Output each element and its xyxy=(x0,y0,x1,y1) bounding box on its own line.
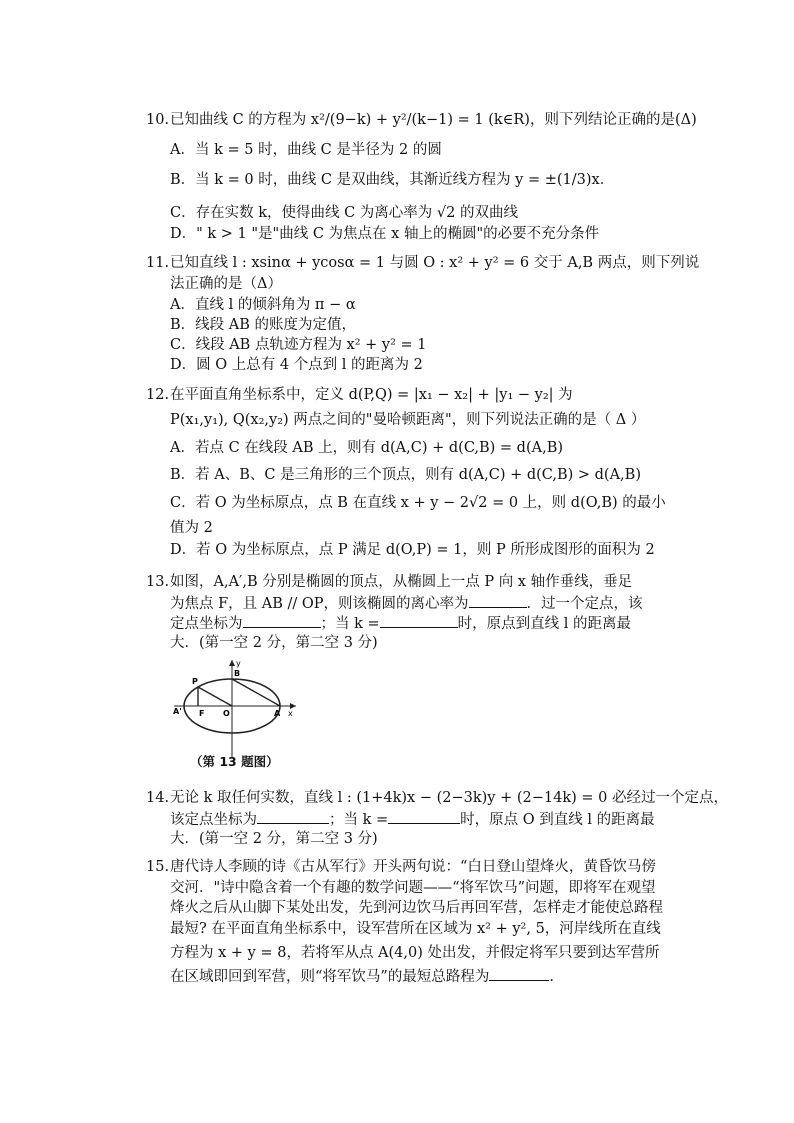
q15-line4: 最短? 在平面直角坐标系中，设军营所在区域为 x² + y², 5，河岸线所在直线 xyxy=(170,921,661,937)
q13-line2-text-b: ．过一个定点，该 xyxy=(526,596,643,612)
label-b: B xyxy=(234,669,241,678)
q12-stem-line1: 在平面直角坐标系中，定义 d(P,Q) = |x₁ − x₂| + |y₁ − y₂| 为 xyxy=(170,387,573,403)
q11-stem-line1: 已知直线 l : xsinα + ycosα = 1 与圆 O : x² + y² = 6 交于 A,B 两点，则下列说 xyxy=(170,255,700,271)
q10-number: 10. xyxy=(146,112,170,128)
q13-line2-text-a: 为焦点 F，且 AB // OP，则该椭圆的离心率为 xyxy=(170,596,469,612)
q13-line2 xyxy=(170,593,643,614)
q11-number: 11. xyxy=(146,255,170,271)
q13-line3-text-c: 时，原点到直线 l 的距离最 xyxy=(457,616,632,632)
q13-line3-text-b: ；当 k = xyxy=(320,616,380,632)
q15-blank-shortest-path[interactable] xyxy=(489,966,549,981)
q15-line6-text-b: . xyxy=(549,969,554,985)
segment-po xyxy=(198,687,232,706)
q14-line2-text-a: 该定点坐标为 xyxy=(170,812,257,828)
q14-number: 14. xyxy=(146,790,170,806)
q14-blank-point[interactable] xyxy=(257,809,329,824)
y-axis-arrow xyxy=(229,660,235,666)
q15-line3: 烽火之后从山脚下某处出发，先到河边饮马后再回军营，怎样走才能使总路程 xyxy=(170,900,663,916)
q13-blank-point[interactable] xyxy=(243,613,321,628)
q11-option-c: C．线段 AB 点轨迹方程为 x² + y² = 1 xyxy=(170,337,427,353)
q12-option-c-line1: C．若 O 为坐标原点，点 B 在直线 x + y − 2√2 = 0 上，则 d(O,B) 的最小 xyxy=(170,495,666,511)
label-p: P xyxy=(192,677,198,686)
q10-stem: 已知曲线 C 的方程为 x²/(9−k) + y²/(k−1) = 1 (k∈R)，则下列结论正确的是(Δ) xyxy=(170,112,697,128)
q11-option-a: A．直线 l 的倾斜角为 π − α xyxy=(170,297,356,313)
q12-number: 12. xyxy=(146,387,170,403)
q13-line3 xyxy=(170,613,631,634)
q13-line1: 如图，A,A′,B 分别是椭圆的顶点，从椭圆上一点 P 向 x 轴作垂线，垂足 xyxy=(170,574,633,590)
q11-stem-line2: 法正确的是（Δ） xyxy=(170,276,282,292)
q10-option-b: B．当 k = 0 时，曲线 C 是双曲线，其渐近线方程为 y = ±(1/3)x． xyxy=(170,172,615,188)
q14-line2-text-b: ；当 k = xyxy=(329,812,389,828)
q12-option-c-line2: 值为 2 xyxy=(170,520,213,536)
q12-stem-line2: P(x₁,y₁), Q(x₂,y₂) 两点之间的"曼哈顿距离"，则下列说法正确的是（ Δ ） xyxy=(170,412,646,428)
q13-figure-caption: （第 13 题图） xyxy=(190,754,279,769)
q15-line2: 交河．"诗中隐含着一个有趣的数学问题——“将军饮马”问题，即将军在观望 xyxy=(170,880,656,896)
q13-number: 13. xyxy=(146,574,170,590)
label-a: A xyxy=(274,709,281,718)
q12-option-d: D．若 O 为坐标原点，点 P 满足 d(O,P) = 1，则 P 所形成图形的面积为 2 xyxy=(170,542,655,558)
q10-option-d: D．" k > 1 "是"曲线 C 为焦点在 x 轴上的椭圆"的必要不充分条件 xyxy=(170,226,600,242)
q15-line6 xyxy=(170,966,554,987)
q15-line5: 方程为 x + y = 8，若将军从点 A(4,0) 处出发，并假定将军只要到达军营所 xyxy=(170,945,660,961)
q12-option-a: A．若点 C 在线段 AB 上，则有 d(A,C) + d(C,B) = d(A,B) xyxy=(170,440,564,456)
q10-option-a: A．当 k = 5 时，曲线 C 是半径为 2 的圆 xyxy=(170,142,442,158)
q15-line6-text-a: 在区域即回到军营，则“将军饮马”的最短总路程为 xyxy=(170,969,490,985)
q10-option-c: C．存在实数 k，使得曲线 C 为离心率为 √2 的双曲线 xyxy=(170,205,518,221)
label-y: y xyxy=(236,659,241,668)
q15-line1: 唐代诗人李顾的诗《古从军行》开头两句说：“白日登山望烽火，黄昏饮马傍 xyxy=(170,859,656,875)
q13-line4: 大．(第一空 2 分，第二空 3 分) xyxy=(170,635,378,651)
q14-line1: 无论 k 取任何实数，直线 l : (1+4k)x − (2−3k)y + (2−14k) = 0 必经过一个定点， xyxy=(170,790,728,806)
q13-line3-text-a: 定点坐标为 xyxy=(170,616,243,632)
q12-option-b: B．若 A、B、C 是三角形的三个顶点，则有 d(A,C) + d(C,B) > d(A,B) xyxy=(170,467,641,483)
q14-line3: 大．(第一空 2 分，第二空 3 分) xyxy=(170,831,378,847)
label-f: F xyxy=(199,709,205,718)
q15-number: 15. xyxy=(146,859,170,875)
q14-line2 xyxy=(170,809,655,830)
q13-blank-eccentricity[interactable] xyxy=(469,593,527,608)
label-x: x xyxy=(288,709,293,718)
q14-blank-k[interactable] xyxy=(388,809,460,824)
q14-line2-text-c: 时，原点 O 到直线 l 的距离最 xyxy=(460,812,655,828)
q13-blank-k[interactable] xyxy=(380,613,458,628)
label-a-prime: A' xyxy=(173,707,182,716)
q11-option-b: B．线段 AB 的账度为定值， xyxy=(170,317,356,333)
q11-option-d: D．圆 O 上总有 4 个点到 l 的距离为 2 xyxy=(170,357,423,373)
label-o: O xyxy=(223,709,230,718)
